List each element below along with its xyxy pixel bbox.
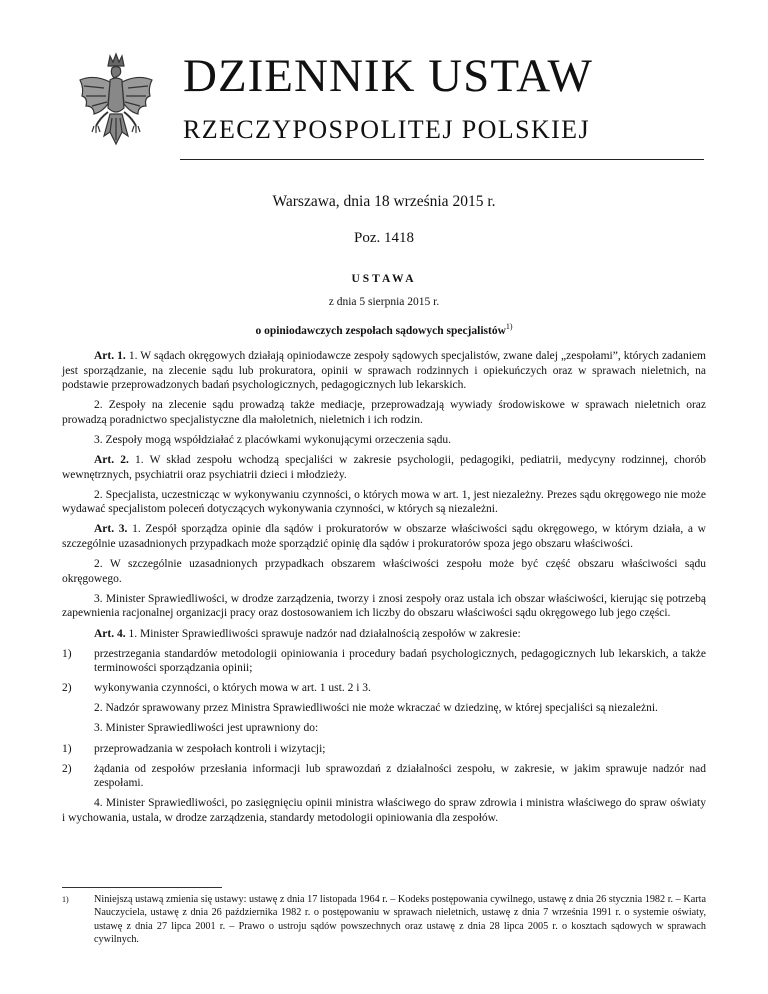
header-divider <box>180 159 704 160</box>
article-4-label: Art. 4. <box>94 627 126 640</box>
list-item-text: żądania od zespołów przesłania informacji lub sprawozdań z działalności zespołu, w zakresie, w jakim sprawuje nadzór nad zespołami. <box>94 762 706 790</box>
article-4-par-2: 2. Nadzór sprawowany przez Ministra Sprawiedliwości nie może wkraczać w dziedzinę, w której specjaliści są niezależni. <box>94 702 658 715</box>
position-number: Poz. 1418 <box>354 230 414 246</box>
list-item-number: 2) <box>62 682 72 695</box>
article-3-label: Art. 3. <box>94 523 128 536</box>
article-4-par-3: 3. Minister Sprawiedliwości jest uprawniony do: <box>94 722 319 735</box>
article-1-par-1-text: 1. W sądach okręgowych działają opiniodawcze zespoły sądowych specjalistów, zwane dalej „zespołami”, których zadaniem jest sporządzanie, na zlecenie sądu lub prokuratora, opinii w sprawach rodzinnych i opiekuńczych oraz w sprawach nieletnich, na podstawie przeprowadzonych badań psychologicznych, pedagogicznych lub lekarskich. <box>62 350 706 392</box>
article-4-par-1-text: 1. Minister Sprawiedliwości sprawuje nadzór nad działalnością zespołów w zakresie: <box>125 627 521 640</box>
act-subject <box>0 322 768 337</box>
journal-title: DZIENNIK USTAW <box>183 50 593 102</box>
list-item-text: wykonywania czynności, o których mowa w art. 1 ust. 2 i 3. <box>94 682 371 695</box>
list-item-number: 1) <box>62 647 72 660</box>
list-item-text: przeprowadzania w zespołach kontroli i wizytacji; <box>94 742 326 755</box>
footnote-divider <box>62 887 222 888</box>
list-item-number: 2) <box>62 762 72 775</box>
list-item-number: 1) <box>62 742 72 755</box>
list-item <box>62 742 706 757</box>
article-3-par-3: 3. Minister Sprawiedliwości, w drodze zarządzenia, tworzy i znosi zespoły oraz ustala ich obszar właściwości, kierując się potrzebą zapewnienia racjonalnej organizacji pracy oraz dostosowaniem ich liczby do obszaru właściwości sądu okręgowego lub jego części. <box>62 592 706 620</box>
act-subject-text: o opiniodawczych zespołach sądowych specjalistów <box>255 324 506 337</box>
article-3-par-1-text: 1. Zespół sporządza opinie dla sądów i prokuratorów w obszarze właściwości sądu okręgowego, w którym działa, a w szczególnie uzasadnionych przypadkach może sporządzić opinię dla sądów i prokuratorów spoza jego obszaru właściwości. <box>62 523 706 551</box>
act-body <box>62 349 706 831</box>
list-item <box>62 762 706 791</box>
article-1-label: Art. 1. <box>94 350 126 362</box>
article-2-label: Art. 2. <box>94 454 129 467</box>
article-4-par-1 <box>62 627 706 642</box>
footnote-ref: 1) <box>505 322 513 331</box>
list-item <box>62 681 706 696</box>
footnote-text: Niniejszą ustawą zmienia się ustawy: ustawę z dnia 17 listopada 1964 r. – Kodeks postępowania cywilnego, ustawę z dnia 26 stycznia 1982 r. – Karta Nauczyciela, ustawę z dnia 26 października 1982 r. o postępowaniu w sprawach nieletnich, ustawę z dnia 7 września 1991 r. o systemie oświaty, ustawę z dnia 27 lipca 2001 r. – Prawo o ustroju sądów powszechnych oraz ustawę z dnia 28 lipca 2005 r. o kosztach sądowych w sprawach cywilnych. <box>94 894 706 945</box>
article-3-par-2: 2. W szczególnie uzasadnionych przypadkach obszarem właściwości zespołu może być część obszaru właściwości sądu okręgowego. <box>62 558 706 585</box>
list-item <box>62 647 706 676</box>
article-3-par-1 <box>62 522 706 551</box>
article-2-par-1-text: 1. W skład zespołu wchodzą specjaliści w zakresie psychologii, pedagogiki, pediatrii, medycyny rodzinnej, chorób wewnętrznych, psychiatrii oraz psychiatrii dzieci i młodzieży. <box>62 454 706 481</box>
article-2-par-1 <box>62 453 706 482</box>
act-type: USTAWA <box>351 273 417 285</box>
article-1-par-3: 3. Zespoły mogą współdziałać z placówkami wykonującymi orzeczenia sądu. <box>94 433 452 446</box>
list-item-text: przestrzegania standardów metodologii opiniowania i procedury badań psychologicznych, pedagogicznych lub lekarskich, a także terminowości sporządzania opinii; <box>94 647 706 675</box>
article-1-par-2: 2. Zespoły na zlecenie sądu prowadzą także mediacje, przeprowadzają wywiady środowiskowe w sprawach nieletnich oraz prowadzą poradnictwo specjalistyczne dla małoletnich, nieletnich i ich rodzin. <box>62 399 706 426</box>
footnote-mark: 1) <box>62 895 69 904</box>
article-2-par-2: 2. Specjalista, uczestnicząc w wykonywaniu czynności, o których mowa w art. 1, jest niezależny. Prezes sądu okręgowego nie może wydawać specjalistom poleceń dotyczących wykonywania czynności, w których są niezależni. <box>62 488 706 516</box>
polish-eagle-emblem-icon <box>74 52 158 160</box>
article-4-par-4: 4. Minister Sprawiedliwości, po zasięgnięciu opinii ministra właściwego do spraw zdrowia i ministra właściwego do spraw oświaty i wychowania, ustala, w drodze zarządzenia, standardy metodologii opiniowania dla zespołów. <box>62 797 706 824</box>
footnote <box>62 893 706 946</box>
article-1-par-1 <box>62 349 706 393</box>
journal-subtitle: RZECZYPOSPOLITEJ POLSKIEJ <box>183 115 590 144</box>
act-date: z dnia 5 sierpnia 2015 r. <box>328 296 440 308</box>
place-date: Warszawa, dnia 18 września 2015 r. <box>272 193 496 210</box>
